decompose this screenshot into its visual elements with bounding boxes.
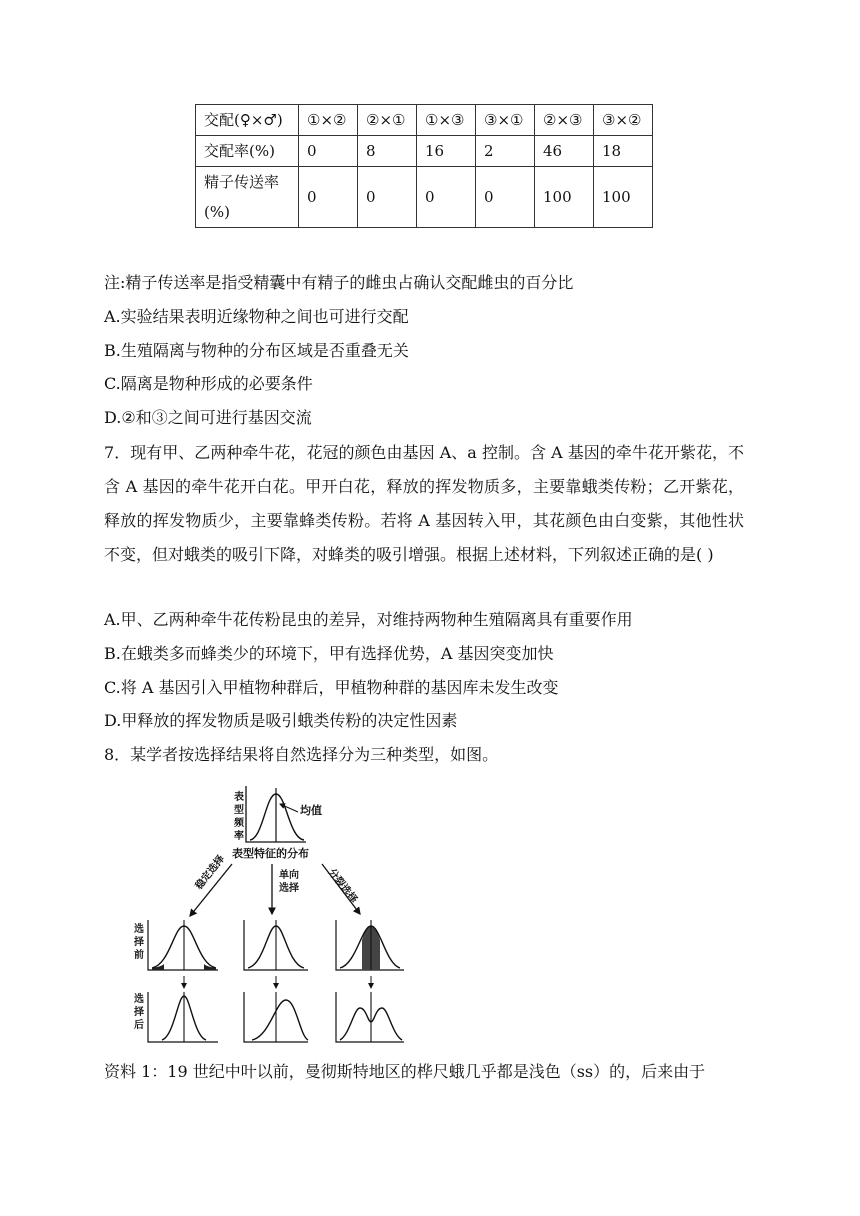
selection-types-figure <box>128 780 418 1048</box>
q7-option-d: D.甲释放的挥发物质是吸引蛾类传粉的决定性因素 <box>104 711 458 730</box>
q7-option-a: A.甲、乙两种牵牛花传粉昆虫的差异，对维持两物种生殖隔离具有重要作用 <box>104 610 633 629</box>
table-header-cell: ③×① <box>476 105 535 136</box>
row-label-char: 选 <box>134 994 144 1005</box>
figure-ylabel-char: 率 <box>234 831 244 842</box>
table-row-label: 交配率(%) <box>196 136 299 167</box>
table-header-cell: ①×③ <box>417 105 476 136</box>
table-cell: 0 <box>299 136 358 167</box>
mean-pointer <box>280 804 298 812</box>
table-cell: 0 <box>299 167 358 228</box>
table-row-label: 精子传送率(%) <box>196 167 299 228</box>
table-cell: 0 <box>358 167 417 228</box>
table-header-cell: ①×② <box>299 105 358 136</box>
after-disruptive-axes <box>336 992 404 1042</box>
table-cell: 2 <box>476 136 535 167</box>
row-label-char: 择 <box>134 937 144 948</box>
table-row <box>196 167 653 228</box>
row-label-char: 后 <box>134 1020 144 1031</box>
table-note: 注:精子传送率是指受精囊中有精子的雌虫占确认交配雌虫的百分比 <box>104 273 574 292</box>
table-cell: 0 <box>476 167 535 228</box>
table-header-cell: 交配(♀×♂) <box>196 105 299 136</box>
table-header-cell: ②×③ <box>535 105 594 136</box>
after-directional-curve <box>252 1000 308 1040</box>
row-label-char: 选 <box>134 924 144 935</box>
q6-option-a: A.实验结果表明近缘物种之间也可进行交配 <box>104 307 409 326</box>
q7-stem: 7．现有甲、乙两种牵牛花，花冠的颜色由基因 A、a 控制。含 A 基因的牵牛花开紫花，不含 A 基因的牵牛花开白花。甲开白花，释放的挥发物质多，主要靠蛾类传粉；乙开紫花，释放的挥发物质少，主要靠蜂类传粉。若将 A 基因转入甲，其花颜色由白变紫，其他性状不变，但对蛾类的吸引下降，对蜂类的吸引增强。根据上述材料，下列叙述正确的是( ) <box>104 443 744 564</box>
figure-ylabel-char: 频 <box>234 818 244 829</box>
table-header-cell: ②×① <box>358 105 417 136</box>
q7-option-c: C.将 A 基因引入甲植物种群后，甲植物种群的基因库未发生改变 <box>104 678 559 697</box>
table-cell: 0 <box>417 167 476 228</box>
table-cell: 16 <box>417 136 476 167</box>
q6-option-d: D.②和③之间可进行基因交流 <box>104 408 312 427</box>
table-cell: 8 <box>358 136 417 167</box>
arrow-label-directional-2: 选择 <box>279 883 299 894</box>
mean-label: 均值 <box>300 804 322 817</box>
q8-stem: 8．某学者按选择结果将自然选择分为三种类型，如图。 <box>104 745 499 764</box>
top-curve <box>250 794 304 840</box>
arrow-label-stabilizing: 稳定选择 <box>193 853 227 892</box>
row-label-char: 前 <box>134 950 144 961</box>
q6-option-b: B.生殖隔离与物种的分布区域是否重叠无关 <box>104 341 409 360</box>
arrow-label-disruptive: 分裂选择 <box>325 867 359 906</box>
q6-option-c: C.隔离是物种形成的必要条件 <box>104 374 313 393</box>
row-label-char: 择 <box>134 1007 144 1018</box>
table-row <box>196 136 653 167</box>
mating-table <box>195 104 653 228</box>
table-cell: 18 <box>594 136 653 167</box>
material-1: 资料 1：19 世纪中叶以前，曼彻斯特地区的桦尺蛾几乎都是浅色（ss）的，后来由于 <box>104 1062 706 1081</box>
q7-option-b: B.在蛾类多而蜂类少的环境下，甲有选择优势，A 基因突变加快 <box>104 644 554 663</box>
figure-xlabel: 表型特征的分布 <box>232 847 309 860</box>
table-header-row <box>196 105 653 136</box>
table-header-cell: ③×② <box>594 105 653 136</box>
arrow-label-directional-1: 单向 <box>279 870 299 881</box>
after-stabilizing-axes <box>148 992 218 1042</box>
figure-ylabel-char: 表 <box>234 792 244 803</box>
figure-ylabel-char: 型 <box>234 805 244 816</box>
table-cell: 46 <box>535 136 594 167</box>
table-cell: 100 <box>535 167 594 228</box>
table-cell: 100 <box>594 167 653 228</box>
